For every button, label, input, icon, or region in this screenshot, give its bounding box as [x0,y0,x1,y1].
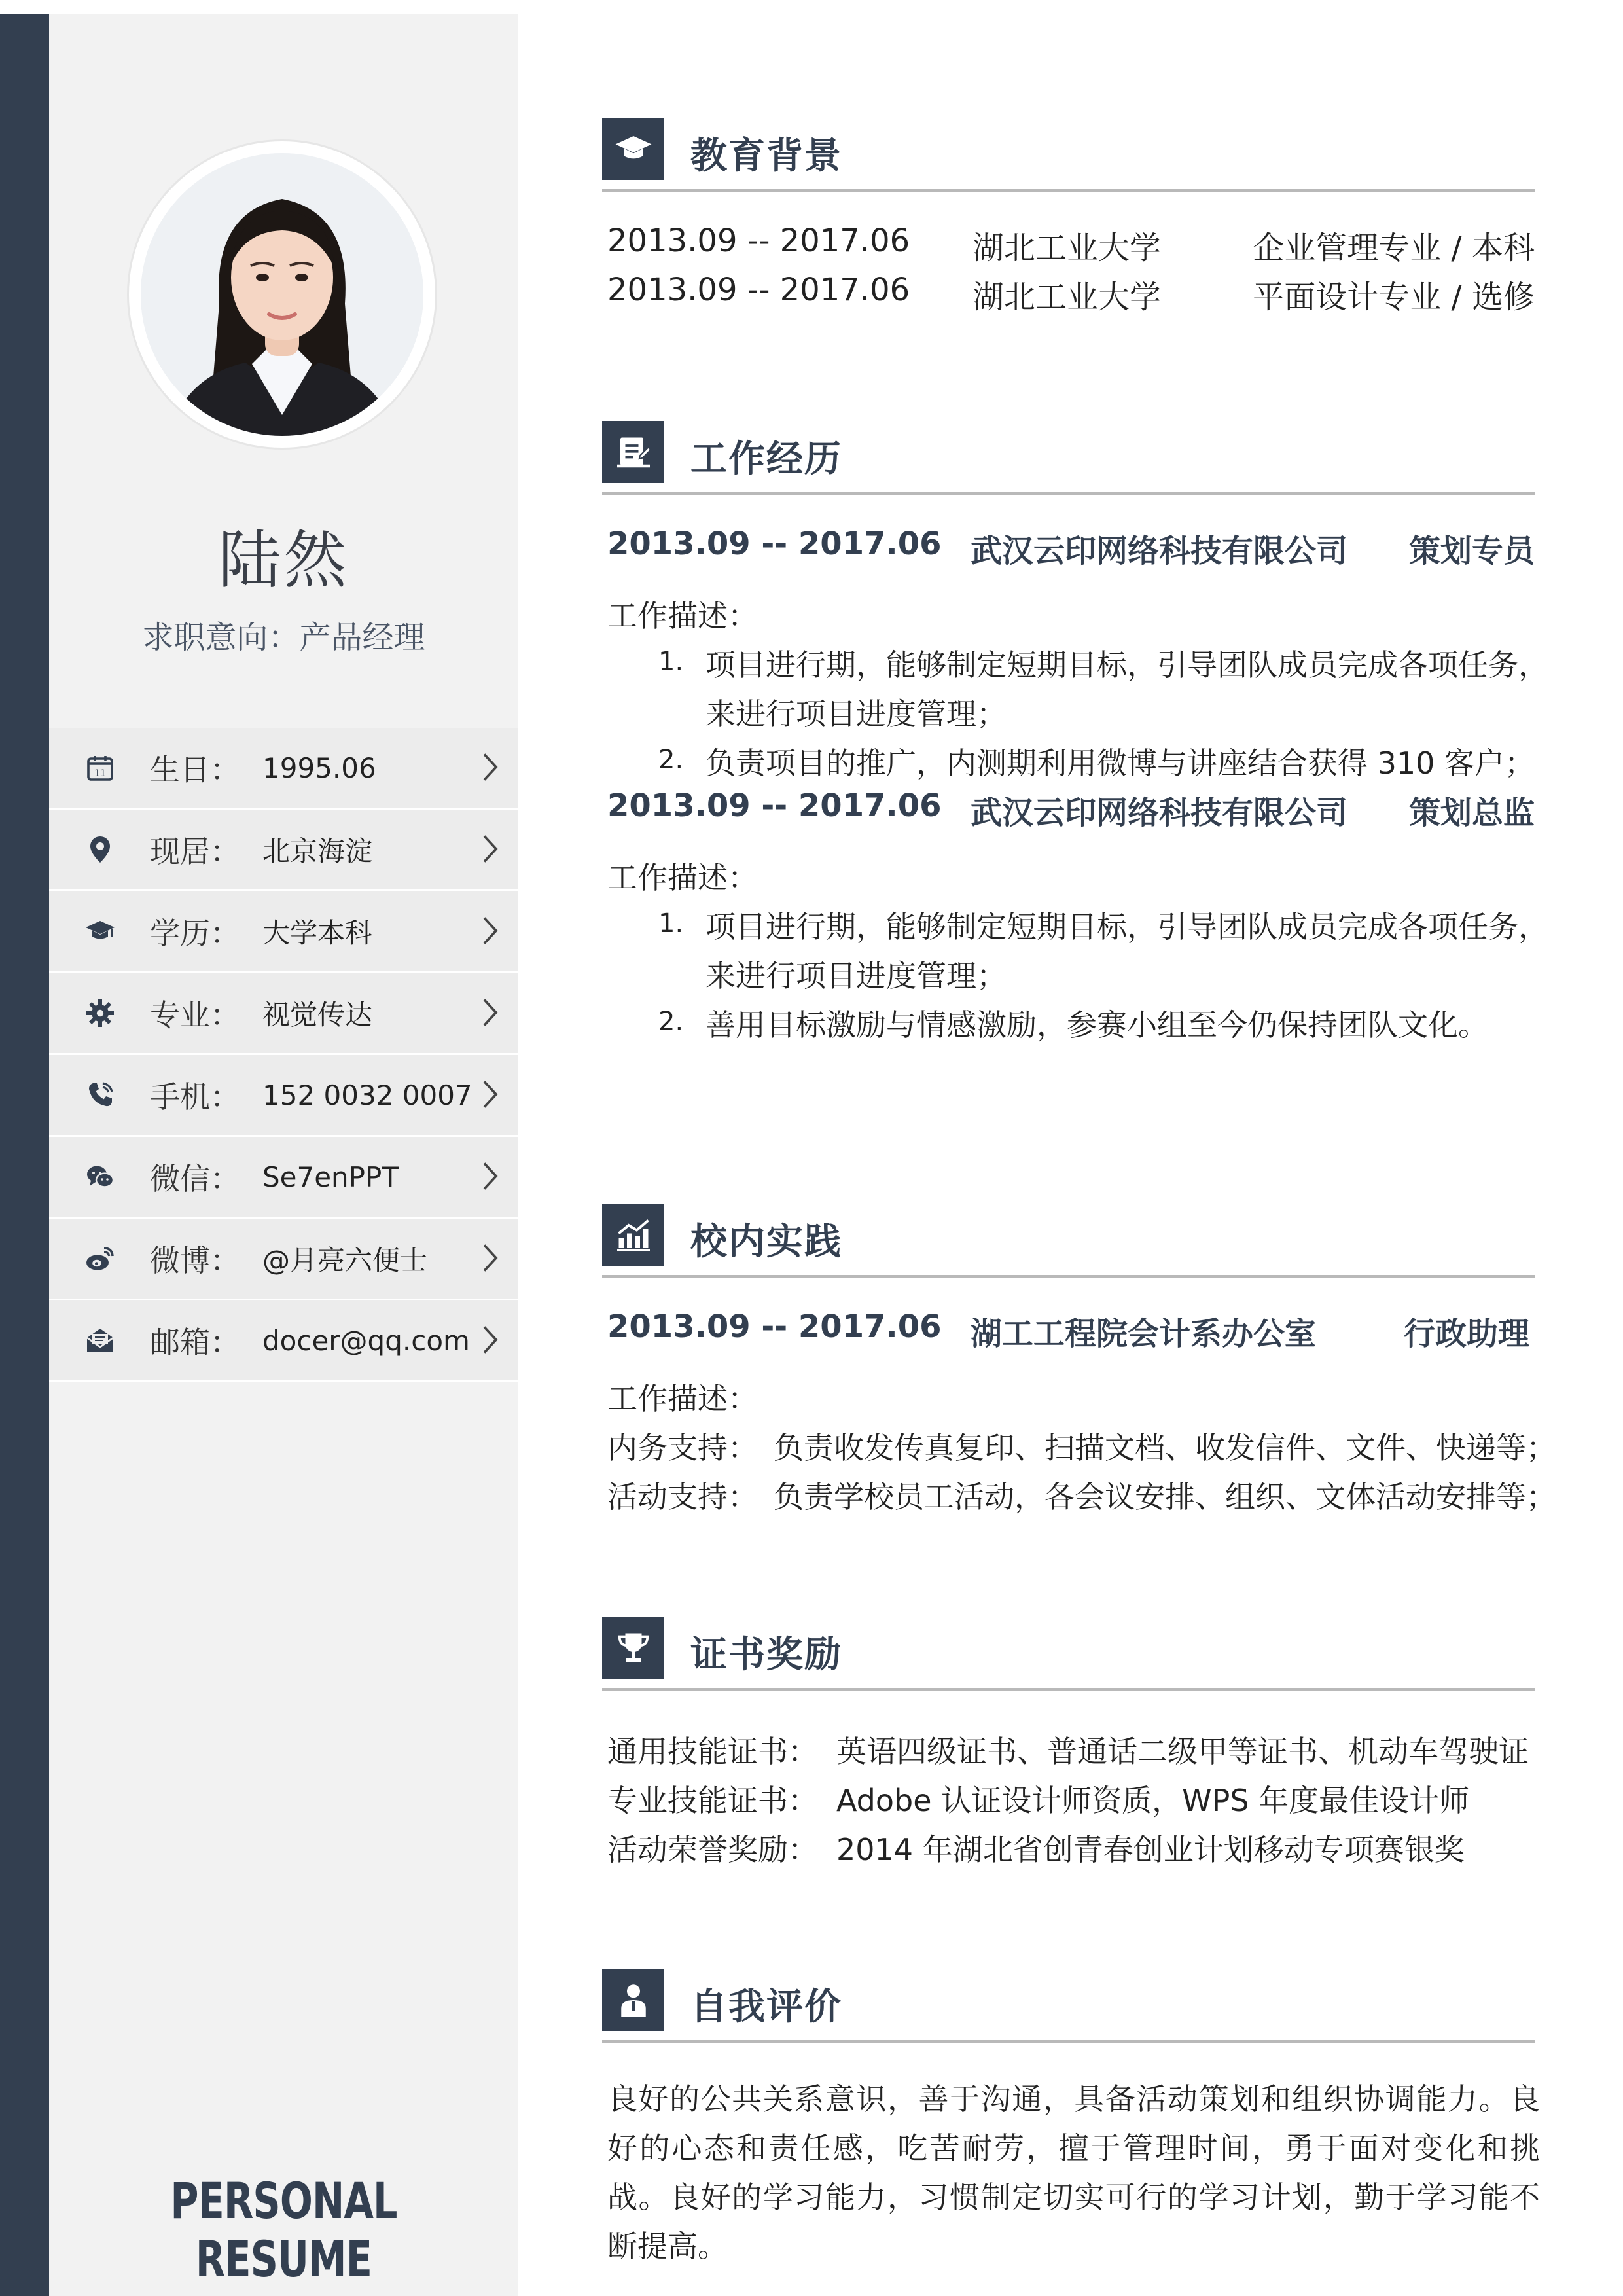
campus-org: 湖工工程院会计系办公室 [971,1316,1317,1352]
campus-role: 行政助理 [1403,1316,1529,1352]
campus-item-value: 负责收发传真复印、扫描文档、收发信件、文件、快递等； [774,1430,1556,1465]
edu-period: 2013.09 -- 2017.06 [607,272,910,308]
chevron-right-icon [480,751,500,783]
campus-item-key: 内务支持： [607,1430,758,1465]
list-number: 1. [658,647,684,677]
profile-photo [141,153,423,436]
info-label: 邮箱： [150,1325,240,1360]
job-desc-line: 负责项目的推广，内测期利用微博与讲座结合获得 310 客户； [705,745,1535,781]
mail-icon [82,1322,118,1359]
graduation-cap-icon [82,913,118,950]
list-number: 1. [658,908,684,939]
chevron-right-icon [480,1079,500,1110]
info-value: 大学本科 [262,917,373,949]
calendar-icon [82,749,118,786]
bar-chart-icon [602,1204,664,1266]
info-value: 152 0032 0007 [262,1079,473,1111]
job-desc-line: 项目进行期，能够制定短期目标，引导团队成员完成各项任务， [705,909,1548,944]
info-row-weibo[interactable] [49,1217,518,1299]
info-value: 1995.06 [262,751,376,784]
info-row-phone[interactable] [49,1053,518,1135]
job-desc-line: 善用目标激励与情感激励，参赛小组至今仍保持团队文化。 [705,1007,1488,1043]
edu-major: 企业管理专业 / 本科 [1253,230,1535,266]
info-value: Se7enPPT [262,1160,399,1193]
award-item [607,1777,1469,1820]
chevron-right-icon [480,997,500,1028]
campus-period: 2013.09 -- 2017.06 [607,1308,942,1345]
job-desc-line: 项目进行期，能够制定短期目标，引导团队成员完成各项任务， [705,647,1548,683]
candidate-name: 陆然 [218,524,349,597]
section-title: 证书奖励 [690,1634,842,1676]
edu-major: 平面设计专业 / 选修 [1253,279,1535,315]
job-company: 武汉云印网络科技有限公司 [971,533,1348,569]
campus-section [602,1204,1556,1515]
info-label: 学历： [150,916,240,951]
section-divider [602,2040,1535,2043]
info-label: 微博： [150,1243,240,1278]
section-divider [602,189,1535,192]
job-desc-label: 工作描述： [607,598,758,634]
gear-icon [82,995,118,1031]
location-pin-icon [82,831,118,868]
info-value: docer@qq.com [262,1324,470,1357]
edu-school: 湖北工业大学 [972,230,1162,266]
phone-icon [82,1077,118,1113]
award-value: 英语四级证书、普通话二级甲等证书、机动车驾驶证 [836,1734,1529,1769]
left-accent-strip [0,14,49,2296]
info-label: 现居： [150,834,240,869]
award-key: 通用技能证书： [607,1734,818,1769]
edu-school: 湖北工业大学 [972,279,1162,315]
list-number: 2. [658,1007,684,1037]
info-value: 视觉传达 [262,999,373,1031]
work-section [602,421,1548,1043]
job-period: 2013.09 -- 2017.06 [607,526,942,562]
job-role: 策划专员 [1408,533,1535,569]
job-role: 策划总监 [1408,795,1535,831]
info-value: 北京海淀 [262,835,373,867]
job-desc-label: 工作描述： [607,860,758,895]
section-title: 自我评价 [690,1986,842,2028]
section-title: 教育背景 [690,135,842,177]
chevron-right-icon [480,1160,500,1192]
job-intent: 求职意向：产品经理 [142,619,425,656]
info-label: 手机： [150,1079,240,1115]
info-row-birthday[interactable] [49,728,518,808]
svg-text:11: 11 [94,768,106,779]
info-row-major[interactable] [49,971,518,1053]
info-row-wechat[interactable] [49,1135,518,1217]
graduation-cap-icon [602,118,664,180]
award-key: 活动荣誉奖励： [607,1832,818,1867]
document-icon [602,421,664,483]
section-divider [602,492,1535,495]
section-divider [602,1688,1535,1691]
campus-item [607,1473,1556,1516]
info-label: 专业： [150,997,240,1033]
info-row-residence[interactable] [49,808,518,889]
chevron-right-icon [480,1324,500,1355]
self-eval-text: 良好的公共关系意识，善于沟通，具备活动策划和组织协调能力。良好的心态和责任感，吃苦耐劳，擅于管理时间，勇于面对变化和挑战。良好的学习能力，习惯制定切实可行的学习计划，勤于学习能不断提高。 [607,2081,1540,2264]
award-value: 2014 年湖北省创青春创业计划移动专项赛银奖 [836,1832,1465,1867]
info-row-email[interactable] [49,1299,518,1382]
section-divider [602,1275,1535,1278]
section-title: 校内实践 [690,1221,842,1263]
chevron-right-icon [480,1242,500,1274]
person-icon [602,1969,664,2031]
education-section [602,118,1535,315]
campus-item [607,1424,1556,1467]
info-label: 生日： [150,752,240,787]
award-item [607,1826,1465,1869]
list-number: 2. [658,745,684,775]
job-desc-line: 来进行项目进度管理； [705,696,1007,732]
edu-period: 2013.09 -- 2017.06 [607,223,910,259]
wechat-icon [82,1158,118,1195]
trophy-icon [602,1617,664,1679]
profile-photo-frame [129,141,435,448]
contact-info-list [49,728,518,1382]
campus-item-key: 活动支持： [607,1479,758,1515]
job-company: 武汉云印网络科技有限公司 [971,795,1348,831]
awards-section [602,1617,1535,1867]
chevron-right-icon [480,915,500,946]
award-value: Adobe 认证设计师资质，WPS 年度最佳设计师 [836,1783,1470,1818]
award-key: 专业技能证书： [607,1783,818,1818]
portrait-illustration [141,153,423,436]
section-title: 工作经历 [690,438,842,480]
campus-desc-label: 工作描述： [607,1381,758,1416]
job-period: 2013.09 -- 2017.06 [607,787,942,824]
info-value: @月亮六便士 [262,1244,428,1276]
info-row-education[interactable] [49,889,518,971]
info-label: 微信： [150,1161,240,1196]
award-item [607,1728,1529,1771]
personal-resume-label: PERSONAL RESUME [170,2172,397,2288]
self-eval-section [602,1969,1540,2264]
chevron-right-icon [480,833,500,865]
job-desc-line: 来进行项目进度管理； [705,958,1007,994]
campus-item-value: 负责学校员工活动，各会议安排、组织、文体活动安排等； [774,1479,1556,1515]
weibo-icon [82,1240,118,1277]
